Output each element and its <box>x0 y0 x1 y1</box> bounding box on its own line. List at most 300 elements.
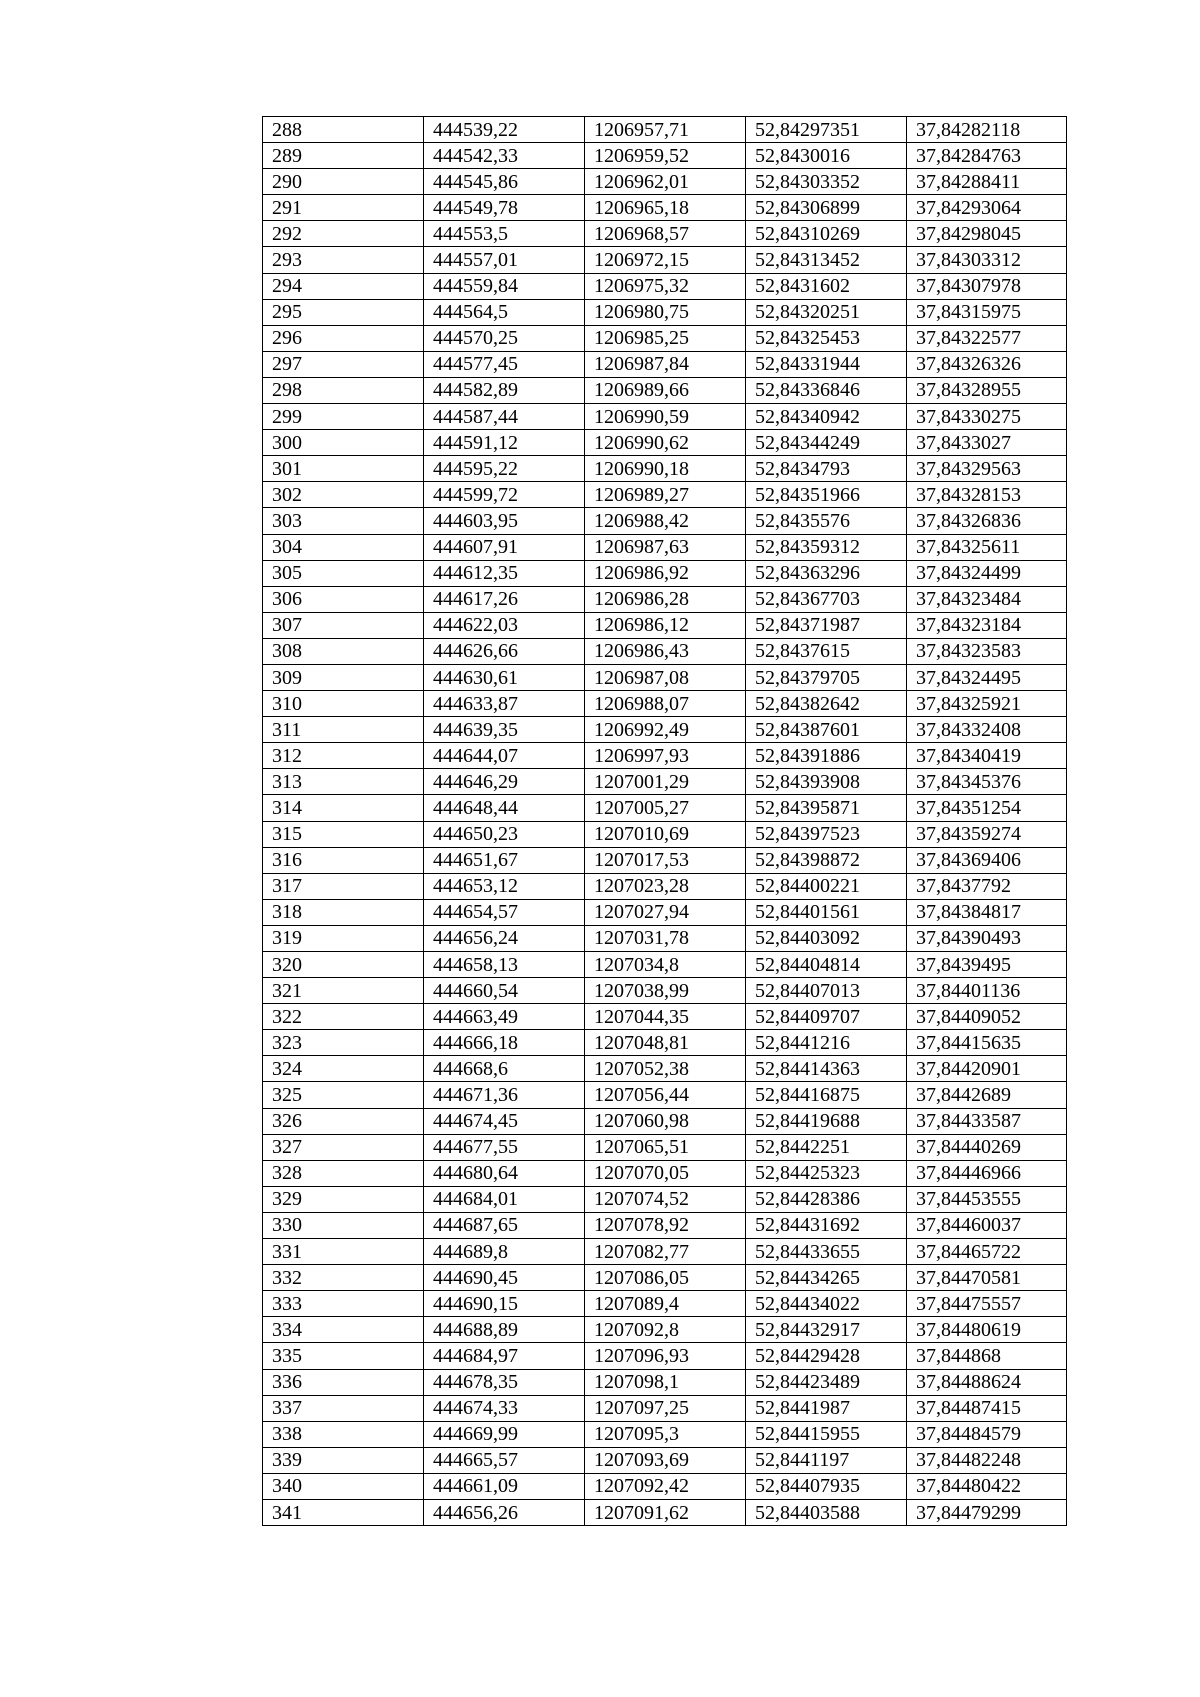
table-row <box>263 351 1067 377</box>
point-number-cell: 319 <box>263 925 424 951</box>
x-coordinate-cell: 444557,01 <box>424 247 585 273</box>
point-number-cell: 299 <box>263 404 424 430</box>
point-number-cell: 337 <box>263 1395 424 1421</box>
y-coordinate-cell: 1207092,42 <box>585 1473 746 1499</box>
y-coordinate-cell: 1206972,15 <box>585 247 746 273</box>
point-number-cell: 320 <box>263 952 424 978</box>
point-number-cell: 307 <box>263 612 424 638</box>
longitude-cell: 37,84324499 <box>907 560 1067 586</box>
latitude-cell: 52,84367703 <box>746 586 907 612</box>
longitude-cell: 37,84284763 <box>907 143 1067 169</box>
point-number-cell: 297 <box>263 351 424 377</box>
point-number-cell: 308 <box>263 638 424 664</box>
x-coordinate-cell: 444587,44 <box>424 404 585 430</box>
point-number-cell: 312 <box>263 743 424 769</box>
y-coordinate-cell: 1206968,57 <box>585 221 746 247</box>
latitude-cell: 52,8441987 <box>746 1395 907 1421</box>
point-number-cell: 301 <box>263 456 424 482</box>
latitude-cell: 52,84403092 <box>746 925 907 951</box>
x-coordinate-cell: 444665,57 <box>424 1447 585 1473</box>
longitude-cell: 37,84345376 <box>907 769 1067 795</box>
x-coordinate-cell: 444658,13 <box>424 952 585 978</box>
table-row <box>263 1395 1067 1421</box>
y-coordinate-cell: 1206989,27 <box>585 482 746 508</box>
y-coordinate-cell: 1206988,42 <box>585 508 746 534</box>
y-coordinate-cell: 1207082,77 <box>585 1239 746 1265</box>
x-coordinate-cell: 444666,18 <box>424 1030 585 1056</box>
x-coordinate-cell: 444653,12 <box>424 873 585 899</box>
point-number-cell: 288 <box>263 117 424 143</box>
point-number-cell: 325 <box>263 1082 424 1108</box>
coordinates-table <box>262 116 1067 1526</box>
latitude-cell: 52,8435576 <box>746 508 907 534</box>
point-number-cell: 340 <box>263 1473 424 1499</box>
latitude-cell: 52,8442251 <box>746 1134 907 1160</box>
point-number-cell: 339 <box>263 1447 424 1473</box>
table-row <box>263 430 1067 456</box>
latitude-cell: 52,8430016 <box>746 143 907 169</box>
point-number-cell: 338 <box>263 1421 424 1447</box>
x-coordinate-cell: 444671,36 <box>424 1082 585 1108</box>
x-coordinate-cell: 444684,01 <box>424 1186 585 1212</box>
longitude-cell: 37,84465722 <box>907 1239 1067 1265</box>
longitude-cell: 37,84282118 <box>907 117 1067 143</box>
latitude-cell: 52,84382642 <box>746 691 907 717</box>
table-row <box>263 1239 1067 1265</box>
table-row <box>263 1212 1067 1238</box>
y-coordinate-cell: 1207027,94 <box>585 899 746 925</box>
y-coordinate-cell: 1206987,08 <box>585 664 746 690</box>
point-number-cell: 316 <box>263 847 424 873</box>
x-coordinate-cell: 444639,35 <box>424 717 585 743</box>
y-coordinate-cell: 1206989,66 <box>585 377 746 403</box>
table-row <box>263 952 1067 978</box>
latitude-cell: 52,8441216 <box>746 1030 907 1056</box>
table-row <box>263 717 1067 743</box>
x-coordinate-cell: 444582,89 <box>424 377 585 403</box>
table-row <box>263 325 1067 351</box>
latitude-cell: 52,84397523 <box>746 821 907 847</box>
point-number-cell: 315 <box>263 821 424 847</box>
point-number-cell: 289 <box>263 143 424 169</box>
latitude-cell: 52,84434265 <box>746 1265 907 1291</box>
y-coordinate-cell: 1207001,29 <box>585 769 746 795</box>
table-row <box>263 299 1067 325</box>
y-coordinate-cell: 1206980,75 <box>585 299 746 325</box>
longitude-cell: 37,84420901 <box>907 1056 1067 1082</box>
table-row <box>263 273 1067 299</box>
point-number-cell: 326 <box>263 1108 424 1134</box>
point-number-cell: 318 <box>263 899 424 925</box>
table-row <box>263 456 1067 482</box>
x-coordinate-cell: 444661,09 <box>424 1473 585 1499</box>
point-number-cell: 302 <box>263 482 424 508</box>
longitude-cell: 37,84328153 <box>907 482 1067 508</box>
longitude-cell: 37,84369406 <box>907 847 1067 873</box>
y-coordinate-cell: 1207096,93 <box>585 1343 746 1369</box>
y-coordinate-cell: 1206965,18 <box>585 195 746 221</box>
x-coordinate-cell: 444690,45 <box>424 1265 585 1291</box>
latitude-cell: 52,84344249 <box>746 430 907 456</box>
y-coordinate-cell: 1206997,93 <box>585 743 746 769</box>
x-coordinate-cell: 444678,35 <box>424 1369 585 1395</box>
latitude-cell: 52,84331944 <box>746 351 907 377</box>
table-row <box>263 482 1067 508</box>
point-number-cell: 292 <box>263 221 424 247</box>
x-coordinate-cell: 444644,07 <box>424 743 585 769</box>
point-number-cell: 336 <box>263 1369 424 1395</box>
latitude-cell: 52,84313452 <box>746 247 907 273</box>
x-coordinate-cell: 444612,35 <box>424 560 585 586</box>
table-row <box>263 117 1067 143</box>
point-number-cell: 295 <box>263 299 424 325</box>
point-number-cell: 298 <box>263 377 424 403</box>
y-coordinate-cell: 1207091,62 <box>585 1499 746 1525</box>
latitude-cell: 52,84401561 <box>746 899 907 925</box>
longitude-cell: 37,84384817 <box>907 899 1067 925</box>
longitude-cell: 37,84480422 <box>907 1473 1067 1499</box>
longitude-cell: 37,84288411 <box>907 169 1067 195</box>
table-row <box>263 169 1067 195</box>
table-row <box>263 1421 1067 1447</box>
table-row <box>263 1056 1067 1082</box>
longitude-cell: 37,84328955 <box>907 377 1067 403</box>
longitude-cell: 37,84322577 <box>907 325 1067 351</box>
latitude-cell: 52,84297351 <box>746 117 907 143</box>
y-coordinate-cell: 1207056,44 <box>585 1082 746 1108</box>
y-coordinate-cell: 1206987,84 <box>585 351 746 377</box>
x-coordinate-cell: 444663,49 <box>424 1004 585 1030</box>
table-row <box>263 743 1067 769</box>
table-row <box>263 1317 1067 1343</box>
longitude-cell: 37,84325611 <box>907 534 1067 560</box>
latitude-cell: 52,84415955 <box>746 1421 907 1447</box>
longitude-cell: 37,844868 <box>907 1343 1067 1369</box>
x-coordinate-cell: 444677,55 <box>424 1134 585 1160</box>
point-number-cell: 327 <box>263 1134 424 1160</box>
longitude-cell: 37,8439495 <box>907 952 1067 978</box>
x-coordinate-cell: 444656,26 <box>424 1499 585 1525</box>
latitude-cell: 52,84432917 <box>746 1317 907 1343</box>
latitude-cell: 52,84433655 <box>746 1239 907 1265</box>
latitude-cell: 52,84434022 <box>746 1291 907 1317</box>
y-coordinate-cell: 1207031,78 <box>585 925 746 951</box>
y-coordinate-cell: 1206990,18 <box>585 456 746 482</box>
longitude-cell: 37,84326836 <box>907 508 1067 534</box>
point-number-cell: 329 <box>263 1186 424 1212</box>
y-coordinate-cell: 1206990,62 <box>585 430 746 456</box>
point-number-cell: 314 <box>263 795 424 821</box>
x-coordinate-cell: 444539,22 <box>424 117 585 143</box>
table-row <box>263 534 1067 560</box>
coordinates-table-body <box>263 117 1067 1526</box>
latitude-cell: 52,84363296 <box>746 560 907 586</box>
x-coordinate-cell: 444669,99 <box>424 1421 585 1447</box>
point-number-cell: 305 <box>263 560 424 586</box>
longitude-cell: 37,84446966 <box>907 1160 1067 1186</box>
latitude-cell: 52,84431692 <box>746 1212 907 1238</box>
longitude-cell: 37,84453555 <box>907 1186 1067 1212</box>
x-coordinate-cell: 444651,67 <box>424 847 585 873</box>
x-coordinate-cell: 444689,8 <box>424 1239 585 1265</box>
latitude-cell: 52,84409707 <box>746 1004 907 1030</box>
table-row <box>263 1265 1067 1291</box>
longitude-cell: 37,84484579 <box>907 1421 1067 1447</box>
point-number-cell: 303 <box>263 508 424 534</box>
latitude-cell: 52,84391886 <box>746 743 907 769</box>
y-coordinate-cell: 1207095,3 <box>585 1421 746 1447</box>
point-number-cell: 290 <box>263 169 424 195</box>
latitude-cell: 52,84306899 <box>746 195 907 221</box>
latitude-cell: 52,84423489 <box>746 1369 907 1395</box>
longitude-cell: 37,84480619 <box>907 1317 1067 1343</box>
longitude-cell: 37,84487415 <box>907 1395 1067 1421</box>
point-number-cell: 294 <box>263 273 424 299</box>
latitude-cell: 52,84414363 <box>746 1056 907 1082</box>
longitude-cell: 37,84359274 <box>907 821 1067 847</box>
x-coordinate-cell: 444690,15 <box>424 1291 585 1317</box>
latitude-cell: 52,84387601 <box>746 717 907 743</box>
longitude-cell: 37,8442689 <box>907 1082 1067 1108</box>
table-row <box>263 691 1067 717</box>
latitude-cell: 52,84425323 <box>746 1160 907 1186</box>
x-coordinate-cell: 444626,66 <box>424 638 585 664</box>
longitude-cell: 37,84475557 <box>907 1291 1067 1317</box>
latitude-cell: 52,84403588 <box>746 1499 907 1525</box>
latitude-cell: 52,84340942 <box>746 404 907 430</box>
x-coordinate-cell: 444553,5 <box>424 221 585 247</box>
x-coordinate-cell: 444684,97 <box>424 1343 585 1369</box>
point-number-cell: 330 <box>263 1212 424 1238</box>
table-row <box>263 978 1067 1004</box>
x-coordinate-cell: 444617,26 <box>424 586 585 612</box>
x-coordinate-cell: 444674,33 <box>424 1395 585 1421</box>
x-coordinate-cell: 444688,89 <box>424 1317 585 1343</box>
latitude-cell: 52,84400221 <box>746 873 907 899</box>
table-row <box>263 1291 1067 1317</box>
latitude-cell: 52,84429428 <box>746 1343 907 1369</box>
y-coordinate-cell: 1207093,69 <box>585 1447 746 1473</box>
x-coordinate-cell: 444599,72 <box>424 482 585 508</box>
latitude-cell: 52,84407935 <box>746 1473 907 1499</box>
y-coordinate-cell: 1207098,1 <box>585 1369 746 1395</box>
y-coordinate-cell: 1206986,28 <box>585 586 746 612</box>
longitude-cell: 37,84433587 <box>907 1108 1067 1134</box>
x-coordinate-cell: 444564,5 <box>424 299 585 325</box>
longitude-cell: 37,84325921 <box>907 691 1067 717</box>
latitude-cell: 52,84404814 <box>746 952 907 978</box>
y-coordinate-cell: 1207089,4 <box>585 1291 746 1317</box>
y-coordinate-cell: 1207023,28 <box>585 873 746 899</box>
x-coordinate-cell: 444668,6 <box>424 1056 585 1082</box>
y-coordinate-cell: 1207052,38 <box>585 1056 746 1082</box>
point-number-cell: 300 <box>263 430 424 456</box>
table-row <box>263 1447 1067 1473</box>
point-number-cell: 291 <box>263 195 424 221</box>
latitude-cell: 52,84310269 <box>746 221 907 247</box>
latitude-cell: 52,84325453 <box>746 325 907 351</box>
table-row <box>263 638 1067 664</box>
x-coordinate-cell: 444545,86 <box>424 169 585 195</box>
table-row <box>263 247 1067 273</box>
latitude-cell: 52,84351966 <box>746 482 907 508</box>
x-coordinate-cell: 444549,78 <box>424 195 585 221</box>
point-number-cell: 304 <box>263 534 424 560</box>
x-coordinate-cell: 444542,33 <box>424 143 585 169</box>
table-row <box>263 1499 1067 1525</box>
x-coordinate-cell: 444559,84 <box>424 273 585 299</box>
table-row <box>263 795 1067 821</box>
x-coordinate-cell: 444570,25 <box>424 325 585 351</box>
table-row <box>263 143 1067 169</box>
point-number-cell: 334 <box>263 1317 424 1343</box>
point-number-cell: 324 <box>263 1056 424 1082</box>
latitude-cell: 52,84407013 <box>746 978 907 1004</box>
latitude-cell: 52,84419688 <box>746 1108 907 1134</box>
point-number-cell: 341 <box>263 1499 424 1525</box>
table-row <box>263 1369 1067 1395</box>
longitude-cell: 37,84298045 <box>907 221 1067 247</box>
longitude-cell: 37,8433027 <box>907 430 1067 456</box>
y-coordinate-cell: 1207038,99 <box>585 978 746 1004</box>
table-row <box>263 1108 1067 1134</box>
table-row <box>263 586 1067 612</box>
latitude-cell: 52,8431602 <box>746 273 907 299</box>
point-number-cell: 335 <box>263 1343 424 1369</box>
point-number-cell: 317 <box>263 873 424 899</box>
longitude-cell: 37,84323583 <box>907 638 1067 664</box>
x-coordinate-cell: 444656,24 <box>424 925 585 951</box>
longitude-cell: 37,84332408 <box>907 717 1067 743</box>
longitude-cell: 37,84440269 <box>907 1134 1067 1160</box>
y-coordinate-cell: 1206992,49 <box>585 717 746 743</box>
longitude-cell: 37,84415635 <box>907 1030 1067 1056</box>
latitude-cell: 52,84393908 <box>746 769 907 795</box>
table-row <box>263 899 1067 925</box>
longitude-cell: 37,84330275 <box>907 404 1067 430</box>
x-coordinate-cell: 444607,91 <box>424 534 585 560</box>
y-coordinate-cell: 1207005,27 <box>585 795 746 821</box>
table-row <box>263 821 1067 847</box>
point-number-cell: 309 <box>263 664 424 690</box>
x-coordinate-cell: 444648,44 <box>424 795 585 821</box>
latitude-cell: 52,84336846 <box>746 377 907 403</box>
table-row <box>263 1082 1067 1108</box>
longitude-cell: 37,84470581 <box>907 1265 1067 1291</box>
y-coordinate-cell: 1207097,25 <box>585 1395 746 1421</box>
latitude-cell: 52,8434793 <box>746 456 907 482</box>
point-number-cell: 331 <box>263 1239 424 1265</box>
longitude-cell: 37,84479299 <box>907 1499 1067 1525</box>
point-number-cell: 296 <box>263 325 424 351</box>
longitude-cell: 37,84307978 <box>907 273 1067 299</box>
table-row <box>263 377 1067 403</box>
y-coordinate-cell: 1206957,71 <box>585 117 746 143</box>
y-coordinate-cell: 1206986,92 <box>585 560 746 586</box>
y-coordinate-cell: 1206987,63 <box>585 534 746 560</box>
latitude-cell: 52,84303352 <box>746 169 907 195</box>
longitude-cell: 37,84340419 <box>907 743 1067 769</box>
y-coordinate-cell: 1207034,8 <box>585 952 746 978</box>
y-coordinate-cell: 1207010,69 <box>585 821 746 847</box>
x-coordinate-cell: 444687,65 <box>424 1212 585 1238</box>
y-coordinate-cell: 1206986,12 <box>585 612 746 638</box>
longitude-cell: 37,84323484 <box>907 586 1067 612</box>
y-coordinate-cell: 1207078,92 <box>585 1212 746 1238</box>
y-coordinate-cell: 1207065,51 <box>585 1134 746 1160</box>
y-coordinate-cell: 1206985,25 <box>585 325 746 351</box>
table-row <box>263 560 1067 586</box>
y-coordinate-cell: 1207070,05 <box>585 1160 746 1186</box>
longitude-cell: 37,84329563 <box>907 456 1067 482</box>
x-coordinate-cell: 444591,12 <box>424 430 585 456</box>
longitude-cell: 37,84324495 <box>907 664 1067 690</box>
table-row <box>263 1030 1067 1056</box>
point-number-cell: 310 <box>263 691 424 717</box>
longitude-cell: 37,84351254 <box>907 795 1067 821</box>
table-row <box>263 1134 1067 1160</box>
point-number-cell: 293 <box>263 247 424 273</box>
table-row <box>263 847 1067 873</box>
y-coordinate-cell: 1207017,53 <box>585 847 746 873</box>
x-coordinate-cell: 444646,29 <box>424 769 585 795</box>
longitude-cell: 37,8437792 <box>907 873 1067 899</box>
table-row <box>263 1343 1067 1369</box>
table-row <box>263 221 1067 247</box>
table-row <box>263 195 1067 221</box>
longitude-cell: 37,84315975 <box>907 299 1067 325</box>
table-row <box>263 1473 1067 1499</box>
table-row <box>263 508 1067 534</box>
x-coordinate-cell: 444660,54 <box>424 978 585 1004</box>
y-coordinate-cell: 1206959,52 <box>585 143 746 169</box>
latitude-cell: 52,84395871 <box>746 795 907 821</box>
point-number-cell: 321 <box>263 978 424 1004</box>
x-coordinate-cell: 444630,61 <box>424 664 585 690</box>
longitude-cell: 37,84323184 <box>907 612 1067 638</box>
longitude-cell: 37,84303312 <box>907 247 1067 273</box>
table-row <box>263 1186 1067 1212</box>
y-coordinate-cell: 1206962,01 <box>585 169 746 195</box>
point-number-cell: 328 <box>263 1160 424 1186</box>
longitude-cell: 37,84390493 <box>907 925 1067 951</box>
x-coordinate-cell: 444595,22 <box>424 456 585 482</box>
latitude-cell: 52,84320251 <box>746 299 907 325</box>
point-number-cell: 332 <box>263 1265 424 1291</box>
table-row <box>263 404 1067 430</box>
x-coordinate-cell: 444633,87 <box>424 691 585 717</box>
table-row <box>263 925 1067 951</box>
latitude-cell: 52,84359312 <box>746 534 907 560</box>
longitude-cell: 37,84482248 <box>907 1447 1067 1473</box>
latitude-cell: 52,84371987 <box>746 612 907 638</box>
point-number-cell: 323 <box>263 1030 424 1056</box>
longitude-cell: 37,84460037 <box>907 1212 1067 1238</box>
point-number-cell: 322 <box>263 1004 424 1030</box>
point-number-cell: 333 <box>263 1291 424 1317</box>
y-coordinate-cell: 1206986,43 <box>585 638 746 664</box>
x-coordinate-cell: 444654,57 <box>424 899 585 925</box>
y-coordinate-cell: 1206975,32 <box>585 273 746 299</box>
longitude-cell: 37,84409052 <box>907 1004 1067 1030</box>
x-coordinate-cell: 444674,45 <box>424 1108 585 1134</box>
latitude-cell: 52,84416875 <box>746 1082 907 1108</box>
y-coordinate-cell: 1207086,05 <box>585 1265 746 1291</box>
table-row <box>263 612 1067 638</box>
longitude-cell: 37,84401136 <box>907 978 1067 1004</box>
latitude-cell: 52,84428386 <box>746 1186 907 1212</box>
table-row <box>263 1004 1067 1030</box>
